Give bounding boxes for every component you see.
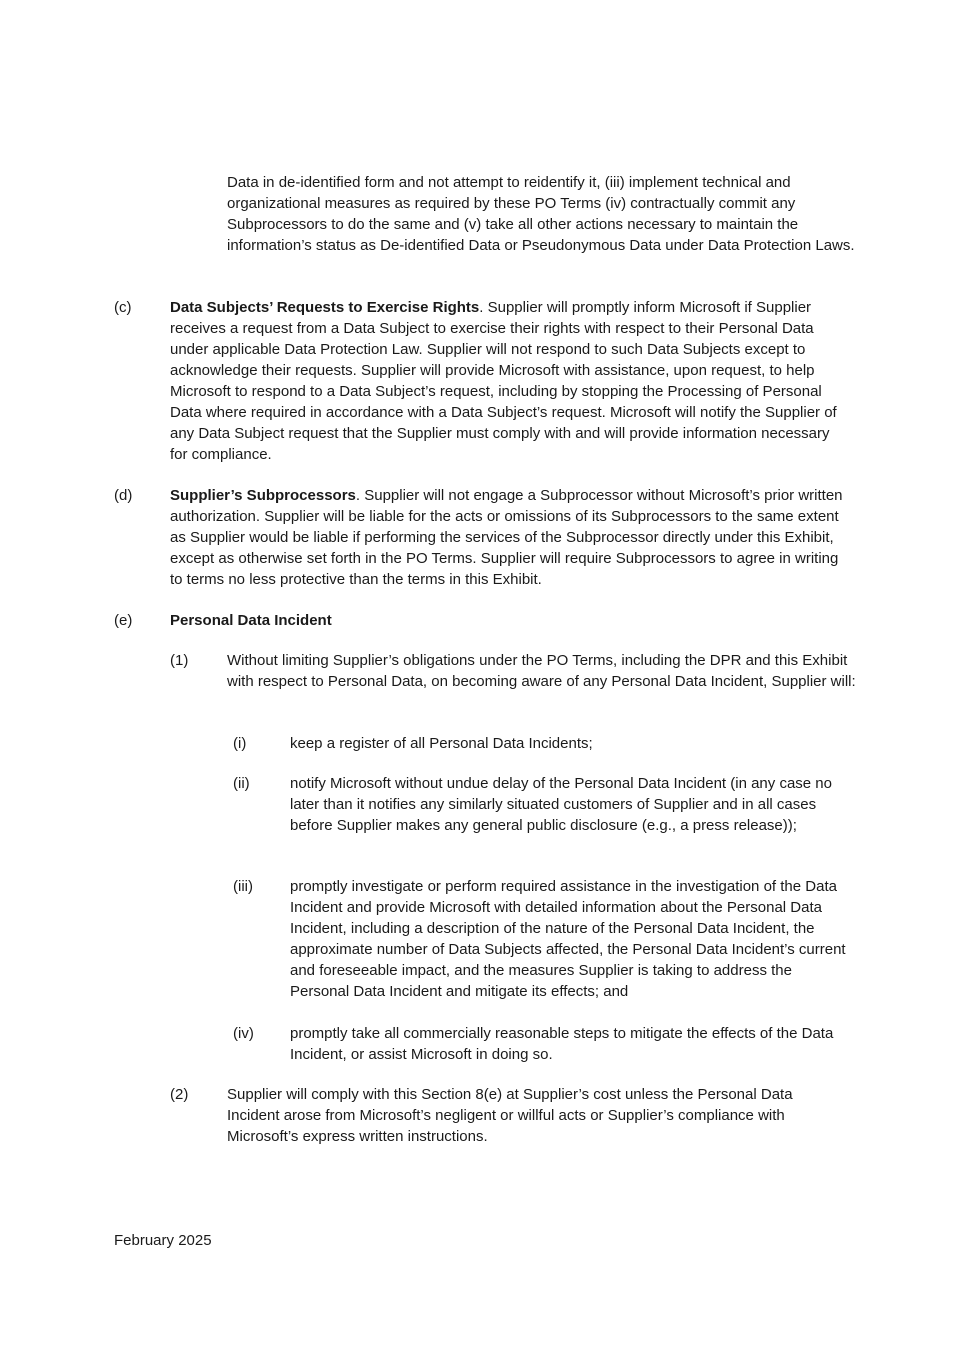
section-c-body: . Supplier will promptly inform Microsoft if Supplier receives a request from a Data Subject to exercise their rights with respect to their Personal Data under applicable Data Protection Law. Supplier will not respond to such Data Subjects except to acknowledge their requests. Supplier will provide Microsoft with assistance, upon request, to help Microsoft to respond to a Data Subject’s request, including by stopping the Processing of Personal Data where required in accordance with a Data Subject’s request. Microsoft will notify the Supplier of any Data Subject request that the Supplier must comply with and will provide information necessary for compliance.: [170, 299, 837, 463]
section-d-paragraph: [170, 485, 855, 590]
subitem-i-text: keep a register of all Personal Data Incidents;: [290, 735, 593, 752]
subitem-iv-text: promptly take all commercially reasonable steps to mitigate the effects of the Data Incident, or assist Microsoft in doing so.: [290, 1025, 834, 1063]
item-2-label: (2): [170, 1086, 189, 1103]
section-c-heading: Data Subjects’ Requests to Exercise Rights: [170, 299, 480, 316]
section-c-paragraph: [170, 297, 850, 465]
section-e-heading: Personal Data Incident: [170, 612, 332, 629]
subitem-iv-label: (iv): [233, 1025, 254, 1042]
continuation-paragraph: [227, 172, 857, 256]
section-c-label: (c): [114, 299, 132, 316]
section-d-body: . Supplier will not engage a Subprocessor without Microsoft’s prior written authorization. Supplier will be liable for the acts or omissions of its Subprocessors to the same extent as Supplier would be liable if performing the services of the Subprocessor directly under this Exhibit, except as otherwise set forth in the PO Terms. Supplier will require Subprocessors to agree in writing to terms no less protective than the terms in this Exhibit.: [170, 487, 843, 588]
subitem-ii-label: (ii): [233, 775, 250, 792]
item-1-text: Without limiting Supplier’s obligations under the PO Terms, including the DPR and this Exhibit with respect to Personal Data, on becoming aware of any Personal Data Incident, Supplier will:: [227, 652, 856, 690]
item-1-label: (1): [170, 652, 189, 669]
item-2-text: Supplier will comply with this Section 8(e) at Supplier’s cost unless the Personal Data Incident arose from Microsoft’s negligent or willful acts or Supplier’s compliance with Microsoft’s express written instructions.: [227, 1086, 793, 1145]
footer-date: February 2025: [114, 1232, 212, 1249]
subitem-ii-text: notify Microsoft without undue delay of the Personal Data Incident (in any case no later than it notifies any similarly situated customers of Supplier and in all cases before Supplier makes any general public disclosure (e.g., a press release));: [290, 775, 832, 834]
continuation-text: Data in de-identified form and not attempt to reidentify it, (iii) implement technical and organizational measures as required by these PO Terms (iv) contractually commit any Subprocessors to do the same and (v) take all other actions necessary to maintain the information’s status as De-identified Data or Pseudonymous Data under Data Protection Laws.: [227, 174, 855, 254]
section-d-label: (d): [114, 487, 133, 504]
subitem-iii-text: promptly investigate or perform required assistance in the investigation of the Data Incident and provide Microsoft with detailed information about the Personal Data Incident, including a description of the nature of the Personal Data Incident, the approximate number of Data Subjects affected, the Personal Data Incident’s current and foreseeable impact, and the measures Supplier is taking to address the Personal Data Incident and mitigate its effects; and: [290, 878, 846, 1000]
section-d-heading: Supplier’s Subprocessors: [170, 487, 356, 504]
subitem-i-label: (i): [233, 735, 247, 752]
subitem-iii-label: (iii): [233, 878, 253, 895]
section-e-label: (e): [114, 612, 133, 629]
